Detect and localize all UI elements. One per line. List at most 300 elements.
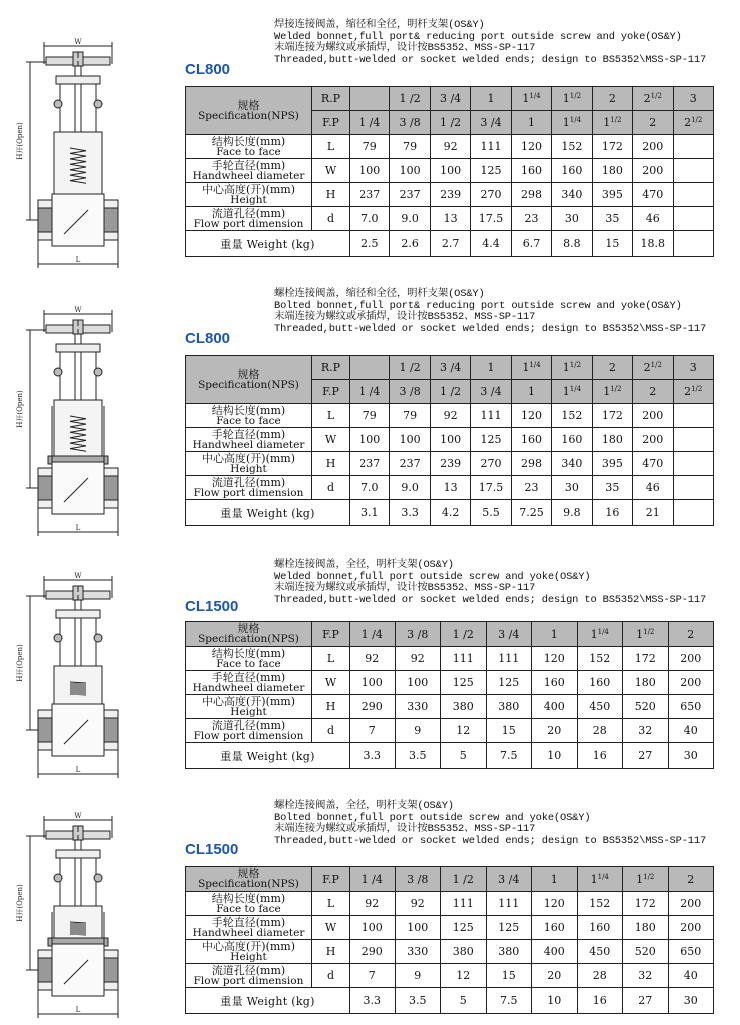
fp-size-cell bbox=[350, 380, 390, 404]
row-label-cell bbox=[186, 404, 312, 428]
value-cell: 239 bbox=[430, 183, 470, 207]
value-cell bbox=[673, 135, 713, 159]
weight-value-cell: 3.5 bbox=[395, 743, 441, 769]
dim-l-label: L bbox=[75, 1006, 81, 1014]
header-row-fp bbox=[186, 622, 714, 647]
value-cell: 520 bbox=[623, 695, 669, 719]
fp-size-cell bbox=[390, 111, 430, 135]
fp-size-fraction: 1/4 bbox=[597, 872, 609, 881]
description-line: 螺栓连接阀盖，全径，明杆支架(OS&Y) bbox=[274, 800, 454, 812]
dim-l-label: L bbox=[75, 256, 81, 264]
row-label-cell bbox=[186, 892, 312, 916]
description-line: Bolted bonnet,full port outside screw and yoke(OS&Y) bbox=[274, 811, 591, 824]
description-line: 末端连接为螺纹或承插焊，设计按BS5352、MSS-SP-117 bbox=[274, 42, 536, 55]
value-cell: 100 bbox=[350, 916, 396, 940]
value-cell: 100 bbox=[395, 671, 441, 695]
fp-label: F.P bbox=[312, 111, 350, 135]
fp-size-cell bbox=[511, 380, 551, 404]
weight-label: 重量 Weight (kg) bbox=[186, 988, 350, 1014]
weight-value-cell: 27 bbox=[623, 988, 669, 1014]
row-label-zh: 手轮直径(mm) bbox=[211, 427, 286, 441]
rp-label: R.P bbox=[312, 356, 350, 380]
value-cell: 152 bbox=[552, 404, 592, 428]
row-label-en: Height bbox=[230, 950, 267, 963]
value-cell: 79 bbox=[390, 404, 430, 428]
value-cell bbox=[673, 159, 713, 183]
weight-value-cell: 7.5 bbox=[486, 743, 532, 769]
spec-header-en: Specification(NPS) bbox=[198, 633, 299, 645]
value-cell: 92 bbox=[395, 892, 441, 916]
value-cell: 270 bbox=[471, 183, 511, 207]
dim-l-label: L bbox=[75, 766, 81, 774]
description-line: Welded bonnet,full port outside screw and yoke(OS&Y) bbox=[274, 570, 591, 583]
weight-value-cell: 5 bbox=[441, 743, 487, 769]
header-row-rp bbox=[186, 356, 714, 380]
description-line: 螺栓连接阀盖，缩径和全径，明杆支架(OS&Y) bbox=[274, 288, 485, 300]
row-label-en: Height bbox=[230, 462, 267, 475]
table-row bbox=[186, 452, 714, 476]
rp-size-fraction: 1/2 bbox=[650, 92, 662, 100]
fp-size-cell bbox=[532, 867, 578, 892]
value-cell: 79 bbox=[350, 404, 390, 428]
value-cell: 35 bbox=[592, 476, 632, 500]
value-cell: 7 bbox=[350, 719, 396, 743]
value-cell: 125 bbox=[441, 916, 487, 940]
spec-header-zh: 规格 bbox=[237, 622, 260, 635]
fp-size-main: 2 bbox=[687, 627, 695, 641]
value-cell: 92 bbox=[430, 135, 470, 159]
spec-header-zh: 规格 bbox=[237, 367, 260, 381]
value-cell: 111 bbox=[486, 892, 532, 916]
fp-size-cell bbox=[577, 622, 623, 647]
table-row bbox=[186, 135, 714, 159]
rp-size-main: 3 /4 bbox=[439, 92, 462, 105]
weight-value-cell: 9.8 bbox=[552, 500, 592, 526]
value-cell: 395 bbox=[592, 183, 632, 207]
value-cell: 100 bbox=[395, 916, 441, 940]
fp-size-main: 1 bbox=[636, 872, 644, 886]
rp-size-cell bbox=[471, 356, 511, 380]
value-cell: 237 bbox=[350, 452, 390, 476]
row-label-zh: 流道孔径(mm) bbox=[211, 718, 286, 732]
rp-size-fraction: 1/2 bbox=[650, 361, 662, 369]
value-cell: 160 bbox=[532, 916, 578, 940]
fp-size-main: 3 /8 bbox=[399, 116, 421, 129]
row-symbol: d bbox=[312, 719, 350, 743]
value-cell: 470 bbox=[633, 452, 673, 476]
rp-size-main: 2 bbox=[608, 361, 616, 374]
weight-value-cell: 7.5 bbox=[486, 988, 532, 1014]
value-cell: 15 bbox=[486, 964, 532, 988]
rp-size-main: 1 bbox=[522, 92, 530, 105]
fp-size-cell bbox=[395, 622, 441, 647]
header-row-fp bbox=[186, 867, 714, 892]
value-cell: 13 bbox=[430, 476, 470, 500]
weight-value-cell: 5.5 bbox=[471, 500, 511, 526]
fp-size-fraction: 1/4 bbox=[569, 385, 582, 393]
row-label-cell bbox=[186, 719, 312, 743]
value-cell: 7 bbox=[350, 964, 396, 988]
value-cell: 92 bbox=[395, 647, 441, 671]
weight-value-cell: 15 bbox=[592, 231, 632, 257]
fp-size-main: 1 /4 bbox=[359, 116, 381, 129]
fp-size-cell bbox=[623, 867, 669, 892]
value-cell: 120 bbox=[511, 404, 551, 428]
description-line: 螺栓连接阀盖，全径，明杆支架(OS&Y) bbox=[274, 559, 454, 571]
fp-size-cell bbox=[350, 622, 396, 647]
row-symbol: L bbox=[312, 892, 350, 916]
value-cell: 172 bbox=[592, 404, 632, 428]
value-cell: 237 bbox=[390, 183, 430, 207]
value-cell: 160 bbox=[511, 159, 551, 183]
dim-w-label: W bbox=[74, 306, 82, 314]
rp-size-cell bbox=[592, 87, 632, 111]
fp-size-main: 1 bbox=[603, 116, 611, 129]
weight-value-cell: 6.7 bbox=[511, 231, 551, 257]
fp-size-main: 1 bbox=[550, 872, 558, 886]
fp-size-main: 1 /2 bbox=[452, 872, 474, 886]
row-label-en: Flow port dimension bbox=[193, 974, 304, 987]
value-cell: 160 bbox=[552, 159, 592, 183]
rp-size-cell bbox=[633, 356, 673, 380]
rp-size-fraction: 1/4 bbox=[529, 361, 541, 369]
value-cell: 125 bbox=[471, 428, 511, 452]
value-cell: 20 bbox=[532, 964, 578, 988]
value-cell: 12 bbox=[441, 964, 487, 988]
valve-drawing bbox=[0, 572, 175, 780]
row-symbol: W bbox=[312, 428, 350, 452]
value-cell: 160 bbox=[577, 916, 623, 940]
row-symbol: W bbox=[312, 159, 350, 183]
value-cell: 111 bbox=[441, 647, 487, 671]
value-cell: 400 bbox=[532, 695, 578, 719]
value-cell: 46 bbox=[633, 476, 673, 500]
dim-h-label: H开(Open) bbox=[16, 884, 24, 922]
fp-size-cell bbox=[577, 867, 623, 892]
value-cell: 125 bbox=[486, 671, 532, 695]
weight-value-cell: 3.3 bbox=[350, 988, 396, 1014]
table-row bbox=[186, 940, 714, 964]
rp-size-main: 2 bbox=[643, 92, 651, 105]
rp-size-main: 3 /4 bbox=[439, 361, 462, 374]
fp-size-main: 1 /2 bbox=[452, 627, 474, 641]
dim-w-label: W bbox=[74, 812, 82, 820]
fp-size-main: 2 bbox=[684, 116, 692, 129]
weight-value-cell: 21 bbox=[633, 500, 673, 526]
valve-cross-section-diagram bbox=[0, 812, 150, 1020]
row-label-cell bbox=[186, 916, 312, 940]
value-cell: 330 bbox=[395, 940, 441, 964]
value-cell: 120 bbox=[511, 135, 551, 159]
table-row bbox=[186, 964, 714, 988]
row-label-en: Face to face bbox=[216, 145, 281, 158]
valve-description bbox=[274, 801, 740, 847]
weight-value-cell: 18.8 bbox=[633, 231, 673, 257]
value-cell: 200 bbox=[633, 135, 673, 159]
weight-value-cell: 8.8 bbox=[552, 231, 592, 257]
row-label-zh: 结构长度(mm) bbox=[211, 891, 286, 905]
spec-header-cell bbox=[186, 867, 312, 892]
rp-size-main: 1 bbox=[562, 361, 570, 374]
row-label-zh: 结构长度(mm) bbox=[211, 134, 286, 148]
fp-size-main: 2 bbox=[649, 116, 657, 129]
row-label-en: Face to face bbox=[216, 414, 281, 427]
value-cell: 28 bbox=[577, 964, 623, 988]
row-label-cell bbox=[186, 964, 312, 988]
valve-description bbox=[274, 289, 740, 335]
weight-value-cell: 30 bbox=[668, 743, 714, 769]
rp-size-cell bbox=[471, 87, 511, 111]
weight-label: 重量 Weight (kg) bbox=[186, 231, 350, 257]
value-cell: 380 bbox=[441, 940, 487, 964]
value-cell: 152 bbox=[577, 892, 623, 916]
value-cell: 450 bbox=[577, 940, 623, 964]
fp-size-fraction: 1/4 bbox=[569, 116, 582, 124]
row-label-en: Handwheel diameter bbox=[192, 438, 305, 451]
value-cell: 20 bbox=[532, 719, 578, 743]
weight-value-cell: 3.5 bbox=[395, 988, 441, 1014]
value-cell: 650 bbox=[668, 695, 714, 719]
value-cell: 330 bbox=[395, 695, 441, 719]
rp-size-cell bbox=[390, 356, 430, 380]
value-cell: 46 bbox=[633, 207, 673, 231]
value-cell: 9.0 bbox=[390, 476, 430, 500]
value-cell: 239 bbox=[430, 452, 470, 476]
fp-size-cell bbox=[673, 111, 713, 135]
row-label-zh: 中心高度(开)(mm) bbox=[201, 694, 296, 708]
row-label-en: Height bbox=[230, 705, 267, 718]
weight-value-cell: 16 bbox=[577, 743, 623, 769]
fp-size-cell bbox=[350, 111, 390, 135]
value-cell: 111 bbox=[441, 892, 487, 916]
rp-size-main: 3 bbox=[689, 361, 697, 374]
row-label-cell bbox=[186, 671, 312, 695]
weight-value-cell: 16 bbox=[592, 500, 632, 526]
table-row bbox=[186, 428, 714, 452]
weight-row bbox=[186, 743, 714, 769]
spec-header-cell bbox=[186, 356, 312, 404]
description-line: 末端连接为螺纹或承插焊，设计按BS5352、MSS-SP-117 bbox=[274, 582, 536, 595]
fp-label: F.P bbox=[312, 867, 350, 892]
specification-table bbox=[185, 621, 714, 769]
value-cell: 125 bbox=[441, 671, 487, 695]
rp-size-main: 3 bbox=[689, 92, 697, 105]
rp-size-main: 2 bbox=[608, 92, 616, 105]
description-line: Threaded,butt-welded or socket welded ends; design to BS5352\MSS-SP-117 bbox=[274, 834, 707, 847]
row-label-en: Face to face bbox=[216, 902, 281, 915]
row-label-zh: 流道孔径(mm) bbox=[211, 206, 286, 220]
pressure-class-title: CL800 bbox=[185, 330, 231, 347]
rp-size-cell bbox=[633, 87, 673, 111]
weight-value-cell: 2.7 bbox=[430, 231, 470, 257]
dim-l-label: L bbox=[75, 524, 81, 532]
fp-size-main: 1 /4 bbox=[361, 872, 383, 886]
value-cell: 30 bbox=[552, 207, 592, 231]
value-cell: 40 bbox=[668, 719, 714, 743]
value-cell: 520 bbox=[623, 940, 669, 964]
fp-label: F.P bbox=[312, 622, 350, 647]
value-cell: 7.0 bbox=[350, 207, 390, 231]
fp-size-cell bbox=[441, 622, 487, 647]
rp-size-fraction: 1/2 bbox=[569, 361, 582, 369]
value-cell: 125 bbox=[471, 159, 511, 183]
value-cell: 290 bbox=[350, 695, 396, 719]
fp-size-cell bbox=[430, 111, 470, 135]
rp-size-cell bbox=[350, 87, 390, 111]
valve-cross-section-diagram bbox=[0, 38, 150, 270]
fp-size-main: 3 /4 bbox=[480, 385, 502, 398]
value-cell bbox=[673, 404, 713, 428]
fp-size-main: 1 bbox=[590, 872, 598, 886]
value-cell: 79 bbox=[350, 135, 390, 159]
value-cell: 200 bbox=[668, 916, 714, 940]
value-cell: 470 bbox=[633, 183, 673, 207]
row-label-zh: 手轮直径(mm) bbox=[211, 670, 286, 684]
value-cell: 180 bbox=[592, 428, 632, 452]
description-line: Threaded,butt-welded or socket welded ends; design to BS5352\MSS-SP-117 bbox=[274, 593, 707, 606]
fp-size-main: 2 bbox=[684, 385, 692, 398]
row-label-zh: 流道孔径(mm) bbox=[211, 963, 286, 977]
weight-label: 重量 Weight (kg) bbox=[186, 743, 350, 769]
table-row bbox=[186, 892, 714, 916]
fp-size-cell bbox=[668, 622, 714, 647]
dim-h-label: H开(Open) bbox=[16, 122, 24, 160]
fp-size-fraction: 1/2 bbox=[643, 872, 655, 881]
value-cell: 152 bbox=[577, 647, 623, 671]
weight-value-cell: 3.3 bbox=[350, 743, 396, 769]
table-row bbox=[186, 476, 714, 500]
specification-table bbox=[185, 86, 714, 257]
value-cell: 125 bbox=[486, 916, 532, 940]
row-symbol: H bbox=[312, 940, 350, 964]
row-label-zh: 中心高度(开)(mm) bbox=[201, 451, 296, 465]
rp-size-main: 1 /2 bbox=[399, 92, 421, 105]
rp-size-fraction: 1/4 bbox=[529, 92, 541, 100]
value-cell: 17.5 bbox=[471, 207, 511, 231]
fp-size-main: 2 bbox=[687, 872, 695, 886]
weight-value-cell: 30 bbox=[668, 988, 714, 1014]
fp-size-cell bbox=[486, 867, 532, 892]
rp-size-main: 1 /2 bbox=[399, 361, 421, 374]
value-cell: 400 bbox=[532, 940, 578, 964]
row-label-en: Flow port dimension bbox=[193, 729, 304, 742]
value-cell: 650 bbox=[668, 940, 714, 964]
fp-size-cell bbox=[592, 111, 632, 135]
row-label-en: Handwheel diameter bbox=[192, 681, 305, 694]
row-label-cell bbox=[186, 159, 312, 183]
value-cell: 40 bbox=[668, 964, 714, 988]
fp-size-fraction: 1/2 bbox=[691, 116, 703, 124]
fp-size-cell bbox=[673, 380, 713, 404]
fp-size-cell bbox=[552, 111, 592, 135]
fp-size-main: 1 bbox=[562, 116, 570, 129]
row-label-zh: 中心高度(开)(mm) bbox=[201, 182, 296, 196]
valve-description bbox=[274, 20, 740, 66]
row-label-cell bbox=[186, 135, 312, 159]
row-symbol: d bbox=[312, 207, 350, 231]
weight-value-cell: 27 bbox=[623, 743, 669, 769]
weight-value-cell: 16 bbox=[577, 988, 623, 1014]
dim-h-label: H开(Open) bbox=[16, 390, 24, 428]
table-row bbox=[186, 916, 714, 940]
value-cell: 172 bbox=[592, 135, 632, 159]
value-cell: 9 bbox=[395, 719, 441, 743]
value-cell: 237 bbox=[350, 183, 390, 207]
weight-value-cell: 10 bbox=[532, 988, 578, 1014]
fp-size-cell bbox=[552, 380, 592, 404]
fp-size-cell bbox=[486, 622, 532, 647]
value-cell: 340 bbox=[552, 183, 592, 207]
spec-header-cell bbox=[186, 87, 312, 135]
weight-value-cell: 4.2 bbox=[430, 500, 470, 526]
value-cell: 32 bbox=[623, 964, 669, 988]
row-label-zh: 流道孔径(mm) bbox=[211, 475, 286, 489]
valve-drawing bbox=[0, 812, 175, 1020]
header-row-rp bbox=[186, 87, 714, 111]
fp-size-fraction: 1/2 bbox=[691, 385, 703, 393]
fp-size-cell bbox=[395, 867, 441, 892]
fp-size-main: 3 /8 bbox=[407, 627, 429, 641]
table-row bbox=[186, 671, 714, 695]
fp-size-fraction: 1/4 bbox=[597, 627, 609, 636]
rp-size-cell bbox=[390, 87, 430, 111]
spec-header-zh: 规格 bbox=[237, 98, 260, 112]
rp-size-cell bbox=[430, 356, 470, 380]
value-cell: 180 bbox=[623, 671, 669, 695]
spec-header-en: Specification(NPS) bbox=[198, 878, 299, 890]
description-line: 末端连接为螺纹或承插焊，设计按BS5352、MSS-SP-117 bbox=[274, 823, 536, 836]
value-cell: 23 bbox=[511, 207, 551, 231]
weight-value-cell: 2.5 bbox=[350, 231, 390, 257]
fp-size-main: 1 bbox=[603, 385, 611, 398]
fp-size-cell bbox=[623, 622, 669, 647]
value-cell: 340 bbox=[552, 452, 592, 476]
rp-size-main: 1 bbox=[487, 92, 495, 105]
fp-size-main: 3 /8 bbox=[407, 872, 429, 886]
fp-size-cell bbox=[471, 380, 511, 404]
rp-size-cell bbox=[511, 87, 551, 111]
value-cell: 9.0 bbox=[390, 207, 430, 231]
row-label-zh: 手轮直径(mm) bbox=[211, 158, 286, 172]
value-cell: 160 bbox=[577, 671, 623, 695]
spec-header-cell bbox=[186, 622, 312, 647]
fp-size-main: 1 bbox=[636, 627, 644, 641]
valve-drawing bbox=[0, 38, 175, 270]
table-row bbox=[186, 404, 714, 428]
row-symbol: d bbox=[312, 964, 350, 988]
row-label-cell bbox=[186, 452, 312, 476]
weight-value-cell: 3.3 bbox=[390, 500, 430, 526]
value-cell bbox=[673, 207, 713, 231]
spec-header-en: Specification(NPS) bbox=[198, 378, 299, 391]
value-cell: 380 bbox=[486, 940, 532, 964]
table-row bbox=[186, 207, 714, 231]
specification-table bbox=[185, 355, 714, 526]
value-cell: 200 bbox=[633, 428, 673, 452]
row-label-zh: 结构长度(mm) bbox=[211, 403, 286, 417]
rp-size-cell bbox=[552, 356, 592, 380]
table-row bbox=[186, 183, 714, 207]
rp-size-cell bbox=[430, 87, 470, 111]
value-cell: 120 bbox=[532, 892, 578, 916]
description-line: Threaded,butt-welded or socket welded ends; design to BS5352\MSS-SP-117 bbox=[274, 53, 707, 66]
value-cell: 200 bbox=[668, 892, 714, 916]
row-label-cell bbox=[186, 647, 312, 671]
row-label-cell bbox=[186, 207, 312, 231]
value-cell: 395 bbox=[592, 452, 632, 476]
row-label-cell bbox=[186, 476, 312, 500]
rp-size-main: 2 bbox=[643, 361, 651, 374]
